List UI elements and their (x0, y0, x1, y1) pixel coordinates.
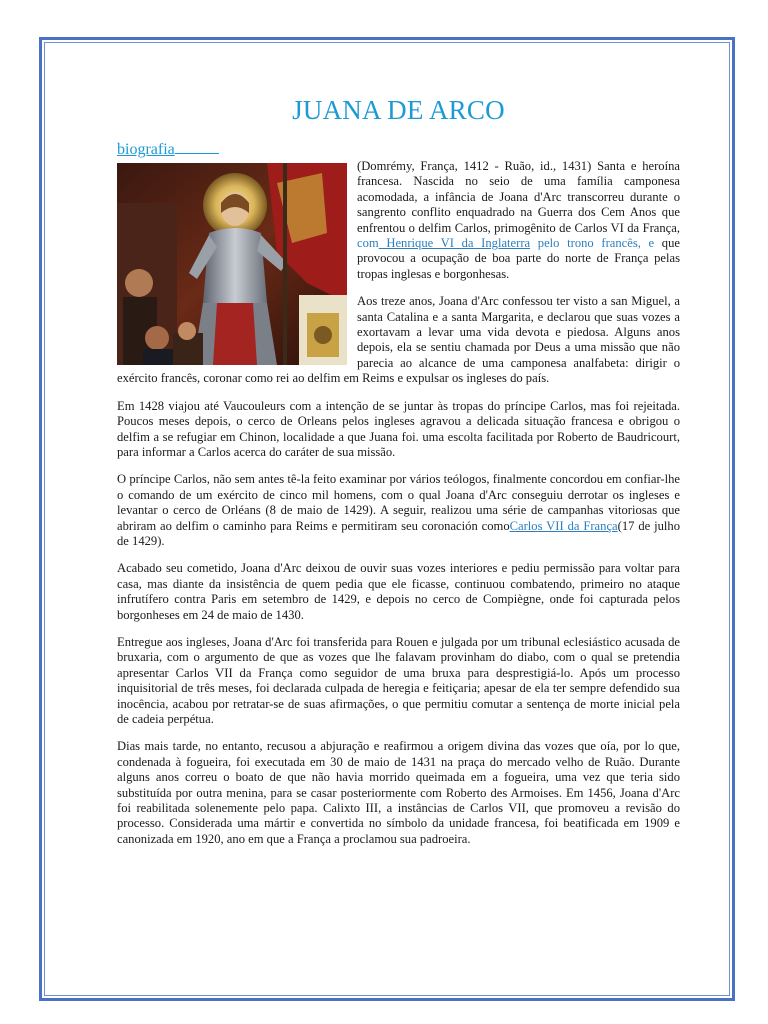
document-body (117, 92, 680, 859)
paragraph-4 (117, 472, 680, 549)
paragraph-7: Dias mais tarde, no entanto, recusou a abjuração e reafirmou a origem divina das vozes que oía, por lo que, condenada à fogueira, foi executada em 30 de maio de 1431 na praça do mercado velho de Ruão. Durante alguns anos correu o boato de que não havia morrido queimada em a fogueira, uma vez que teria sido substituída por outra menina, para se casar posteriormente com Roberto des Armoises. Em 1456, Joana d'Arc foi reabilitada solenemente pelo papa. Calixto III, a instâncias de Carlos VII, que promoveu a revisão do processo. Considerada uma mártir e convertida no símbolo da unidade francesa, foi beatificada em 1909 e canonizada em 1920, ano em que a França a proclamou sua padroeira. (117, 739, 680, 846)
paragraph-1-text-b: que provocou a ocupação de boa parte do norte de França pelas tropas inglesas e borgonhesas. (357, 236, 680, 281)
paragraph-6: Entregue aos ingleses, Joana d'Arc foi transferida para Rouen e julgada por um tribunal eclesiástico acusada de bruxaria, com o argumento de que as vozes que lhe falavam provinham do diabo, com o qual se pretendia apresentar Carlos VII da França como seguidor de uma bruxa para desprestigiá-lo. Após um processo inquisitorial de três meses, foi declarada culpada de heregia e feitiçaria; apesar de ela ter sempre defendido sua inocência, acabou por retratar-se de suas afirmações, o que permitiu comutar a sentença de morte inicial pela de cadeia perpétua. (117, 634, 680, 726)
section-heading-text: biografia (117, 141, 175, 158)
link-henrique-vi[interactable]: Henrique VI da Inglaterra (378, 236, 531, 251)
paragraph-1-link-suffix: pelo trono francês, e (530, 236, 655, 251)
paragraph-1-text-a: (Domrémy, França, 1412 - Ruão, id., 1431) Santa e heroína francesa. Nascida no seio de uma família camponesa acomodada, a infância de Joana d'Arc transcorreu durante o sangrento conflito enquadrado na Guerra dos Cem Anos que enfrentou o delfim Carlos, primogênito de Carlos VI da França, (357, 159, 680, 235)
paragraph-2: Aos treze anos, Joana d'Arc confessou ter visto a san Miguel, a santa Catalina e a santa Margarita, e declarou que suas vozes a exortavam a levar uma vida devota e piedosa. Alguns anos depois, ela se sentiu chamada por Deus a uma missão que não parecia ao alcance de uma camponesa analfabeta: dirigir o exército francês, coronar como rei ao delfim em Reims e expulsar os ingleses do país. (117, 294, 680, 386)
section-heading (117, 139, 680, 159)
joan-of-arc-painting (117, 163, 347, 365)
paragraph-5: Acabado seu cometido, Joana d'Arc deixou de ouvir suas vozes interiores e pediu permissão para voltar para casa, mas diante da insistência de quem pedia que ele ficasse, continuou combatendo, primeiro no ataque infrutífero contra Paris em setembro de 1429, e depois no cerco de Compiègne, onde foi capturada pelos borgonheses em 24 de maio de 1430. (117, 561, 680, 622)
link-carlos-vii[interactable]: Carlos VII da França (509, 518, 618, 533)
paragraph-3: Em 1428 viajou até Vaucouleurs com a intenção de se juntar às tropas do príncipe Carlos, mas foi rejeitada. Poucos meses depois, o cerco de Orleans pelos ingleses agravou a delicada situação francesa e obrigou o delfim a se refugiar em Chinon, localidade a que Juana foi. uma escolta facilitada por Roberto de Baudricourt, para informar a Carlos acerca do caráter de sua missão. (117, 398, 680, 459)
page-title: JUANA DE ARCO (292, 95, 505, 125)
paragraph-4-text-a: O príncipe Carlos, não sem antes tê-la feito examinar por vários teólogos, finalmente concordou em confiar-lhe o comando de um exército de cinco mil homens, com o qual Joana d'Arc conseguiu derrotar os ingleses e levantar o cerco de Orléans (8 de maio de 1429). A seguir, realizou uma série de campanhas vitoriosas que abriram ao delfim o caminho para Reims e permitiram seu coronación como (117, 472, 680, 533)
heading-underline (175, 139, 219, 154)
paragraph-1-link-prefix: com (357, 236, 379, 251)
paragraph-4-text-b: (17 de julho de 1429). (117, 518, 680, 548)
